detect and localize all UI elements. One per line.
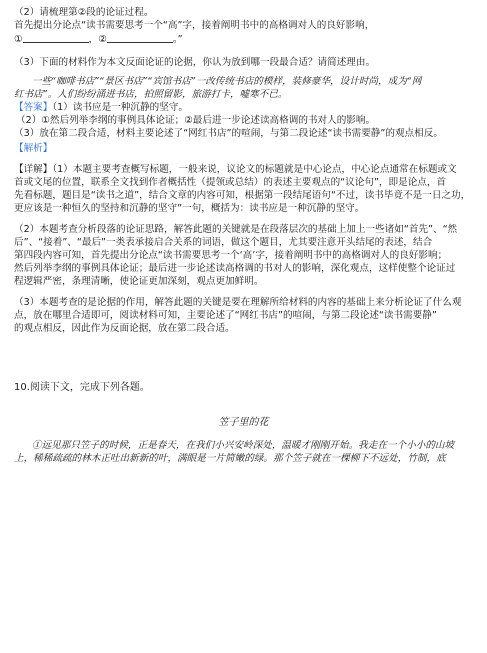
answer-3: （3）放在第二段合适，材料主要论述了“网红书店”的喧闹，与第二段论述“读书需要静”的观点相反。 — [14, 128, 443, 139]
blank2-prefix: ，② — [88, 34, 107, 45]
blank1-line — [23, 32, 89, 43]
detail-1-line-3: 先看标题，题目是“读书之道”，结合文章的内容可知，根据第一段结尾语句“不过，读书毕竟不是一日之功， — [14, 190, 471, 201]
detail-label: 【详解】 — [14, 164, 53, 175]
passage-title: 笠子里的花 — [218, 417, 269, 428]
material-line-1: 一些“咖啡书店”“景区书店”“宾馆书店”一改传统书店的模样，装修豪华，设计时尚，成为“网 — [32, 76, 422, 87]
detail-3-line-3: 的观点相反，因此作为反面论据，放在第二段合适。 — [14, 323, 235, 334]
material-line-2: 红书店”。人们纷纷涌进书店，拍照留影，旅游打卡，嘘寒不已。 — [14, 89, 288, 100]
blank2-line — [107, 32, 173, 43]
detail-2-line-5: 程逻辑严密，条理清晰，使论证更加深刻，观点更加鲜明。 — [14, 276, 264, 287]
q2-intro: （2）请梳理第②段的论证过程。 — [14, 7, 154, 18]
analysis-label: 【解析】 — [14, 143, 53, 154]
q10-heading: 10.阅读下文，完成下列各题。 — [14, 382, 150, 393]
detail-2 — [14, 223, 473, 288]
answer-2: （2）①然后列举李纲的事例具体论证；②最后进一步论述读高格调的书对人的影响。 — [16, 115, 376, 126]
detail-2-line-4: 然后列举李纲的事例具体论证；最后进一步论述读高格调的书对人的影响，深化观点，这样使整个论证过 — [14, 263, 456, 274]
detail-1 — [14, 163, 473, 215]
detail-1-line-1: 【详解】（1）本题主要考查概写标题，一般来说，议论文的标题就是中心论点，中心论点通常在标题或文 — [14, 164, 457, 175]
detail-2-line-2: 后”、“接着”、“最后”一类表承接启合关系的词语，做这个题目，尤其要注意开头结尾的表述，结合 — [14, 237, 433, 248]
detail-2-line-1: （2）本题考查分析段落的论证思路，解答此题的关键就是在段落层次的基础上加上一些诸如“首先”、“然 — [14, 224, 458, 235]
passage-line-2: 上，稀稀疏疏的林木正吐出新新的叶，满眼是一片简嫩的绿。那个笠子就在一棵柳下不远处，竹制，底 — [14, 453, 446, 464]
detail-2-line-3: 第四段内容可知，首先提出分论点“读书需要思考一个‘高’字，接着阐明书中的高格调对人的良好影响； — [14, 250, 448, 261]
detail-3-line-2: 点，放在哪里合适即可，阅读材料可知，主要论述了“网红书店”的喧闹，与第二段论述“读书需要静” — [14, 310, 437, 321]
answer-1: （1）读书应是一种沉静的坚守。 — [52, 102, 188, 113]
detail-3-line-1: （3）本题考查的是论据的作用，解答此题的关键是要在理解所给材料的内容的基础上来分析论证了什么观 — [14, 297, 462, 308]
blank-end: 。” — [172, 34, 183, 45]
q2-blanks-line — [14, 32, 473, 46]
q2-stem: 首先提出分论点“读书需要思考一个“高”字，接着阐明书中的高格调对人的良好影响， — [14, 20, 375, 31]
detail-1-line-2: 首或文尾的位置，联系全文找到作者概括性（提领或总结）的表述主要观点的“议论句”，即是论点，首 — [14, 177, 447, 188]
passage-line-1: ①远见那只笠子的时候，正是春天，在我们小兴安岭深处，温暖才刚刚开始。我走在一个小小的山坡 — [32, 440, 455, 451]
detail-3 — [14, 296, 473, 335]
blank1-prefix: ① — [14, 34, 23, 45]
q3-intro: （3）下面的材料作为本文反面论证的论据，你认为放到哪一段最合适？请简述理由。 — [14, 57, 376, 68]
answer-label: 【答案】 — [14, 102, 53, 113]
detail-1-line-4: 更应该是一种恒久的坚持和沉静的坚守”一句，概括为：读书应是一种沉静的坚守。 — [14, 203, 365, 214]
answer-line-1 — [14, 101, 473, 114]
